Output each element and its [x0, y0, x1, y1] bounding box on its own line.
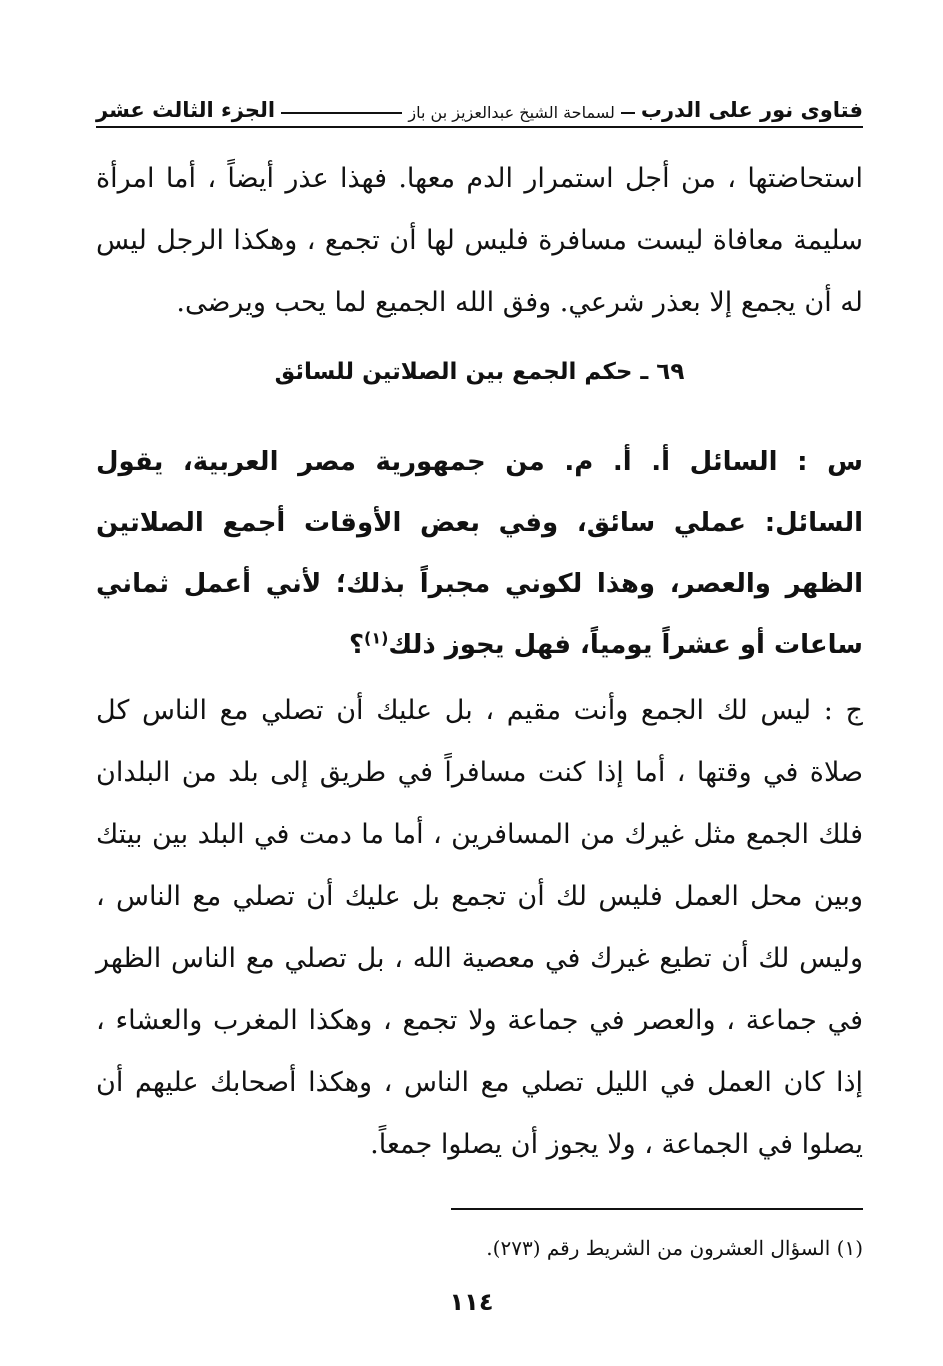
question-text: السائل أ. أ. م. من جمهورية مصر العربية، يقول السائل: عملي سائق، وفي بعض الأوقات أجمع الصلاتين الظهر والعصر، وهذا لكوني مجبراً بذلك؛ لأني أعمل ثماني ساعات أو عشراً يومياً، فهل يجوز ذلك — [96, 447, 863, 660]
header-rule — [281, 112, 402, 114]
running-head — [96, 82, 863, 128]
answer-paragraph: ج : ليس لك الجمع وأنت مقيم ، بل عليك أن تصلي مع الناس كل صلاة في وقتها ، أما إذا كنت مسافراً في طريق إلى بلد من البلدان فلك الجمع مثل غيرك من المسافرين ، أما ما دمت في البلد بين بيتك وبين محل العمل فليس لك أن تجمع بل عليك أن تصلي مع الناس ، وليس لك أن تطيع غيرك في معصية الله ، بل تصلي مع الناس الظهر في جماعة ، والعصر في جماعة ولا تجمع ، وهكذا المغرب والعشاء ، إذا كان العمل في الليل تصلي مع الناس ، وهكذا أصحابك عليهم أن يصلوا في الجماعة ، ولا يجوز أن يصلوا جمعاً. — [96, 695, 863, 1160]
footnote-text: (١) السؤال العشرون من الشريط رقم (٢٧٣). — [486, 1236, 863, 1260]
question-paragraph — [96, 432, 863, 676]
page-number: ١١٤ — [449, 1288, 494, 1316]
question-prefix: س : — [777, 447, 863, 477]
author-name: لسماحة الشيخ عبدالعزيز بن باز — [408, 103, 615, 122]
footnote-reference: (١) — [364, 628, 389, 648]
header-dash — [621, 112, 635, 114]
footnote-separator — [451, 1208, 863, 1210]
section-heading: ٦٩ ـ حكم الجمع بين الصلاتين للسائق — [274, 359, 685, 385]
continuation-paragraph: استحاضتها ، من أجل استمرار الدم معها. فهذا عذر أيضاً ، أما امرأة سليمة معافاة ليست مسافرة فليس لها أن تجمع ، وهكذا الرجل ليس له أن يجمع إلا بعذر شرعي. وفق الله الجميع لما يحب ويرضى. — [96, 163, 863, 318]
volume-label: الجزء الثالث عشر — [96, 98, 276, 122]
book-title: فتاوى نور على الدرب — [640, 98, 863, 122]
question-end: ؟ — [348, 630, 365, 660]
